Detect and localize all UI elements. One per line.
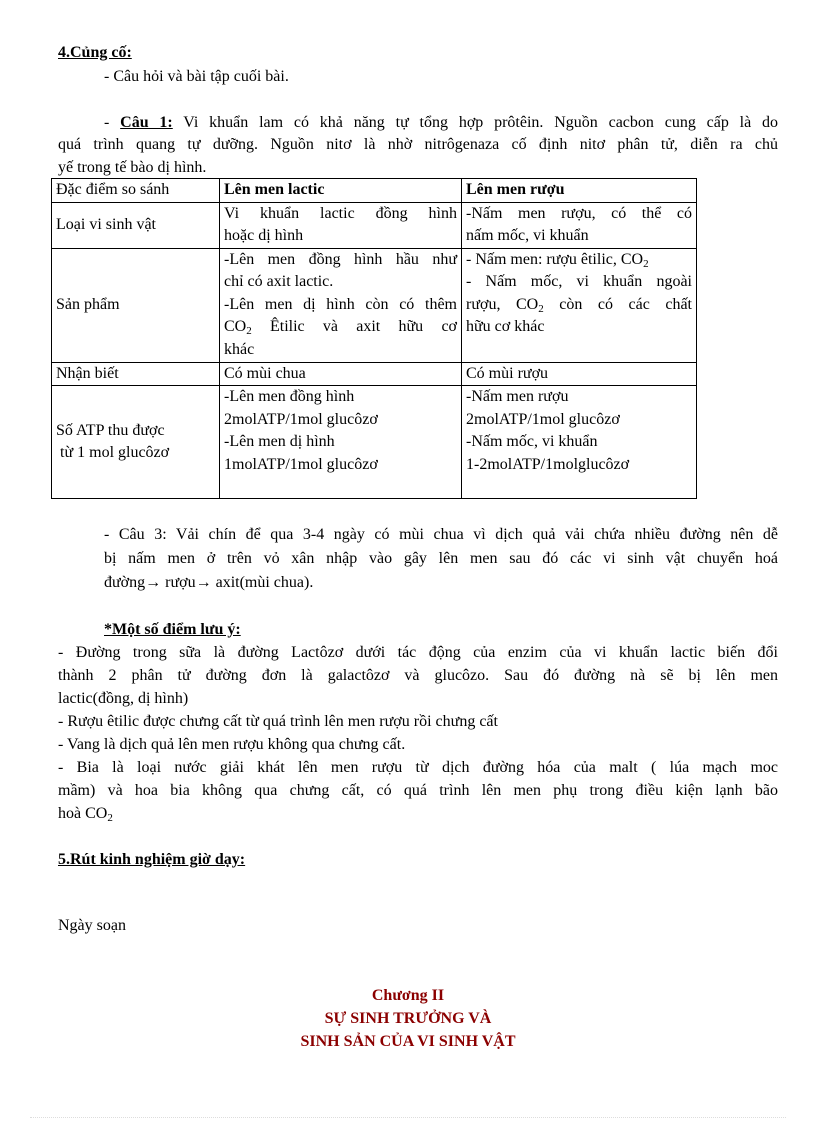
table-header-row [52,179,697,203]
table-cell: Vi khuẩn lactic đồng hình hoặc dị hình [220,202,462,248]
table-row [52,362,697,386]
table-cell: - Nấm men: rượu êtilic, $CO_2$ - Nấm mốc, vi khuẩn ngoài rượu, $CO_2$ còn có các chất hữu cơ khác [462,248,697,362]
section-4-item: - Câu hỏi và bài tập cuối bài. [104,68,289,85]
table-row [52,202,697,248]
chapter-title-2: SINH SẢN CỦA VI SINH VẬT [300,1033,516,1050]
notes-heading: *Một số điểm lưu ý: [104,621,241,638]
cau3-line-2: bị nấm men ở trên vỏ xân nhập vào gây lên men sau đó các vi sinh vật chuyển hoá [104,550,778,567]
table-cell: Số ATP thu được từ 1 mol glucôzơ [52,386,220,499]
section-4-heading: 4.Củng cố: [58,44,132,61]
chapter-title-1: SỰ SINH TRƯỞNG VÀ [324,1010,492,1027]
notes-line: thành 2 phân tử đường đơn là galactôzơ và glucôzo. Sau đó đường nà sẽ bị lên men [58,667,778,684]
notes-line: - Vang là dịch quả lên men rượu không qua chưng cất. [58,736,406,753]
section-5-heading: 5.Rút kinh nghiệm giờ dạy: [58,851,246,868]
table-cell: Nhận biết [52,362,220,386]
notes-line: - Rượu êtilic được chưng cất từ quá trình lên men rượu rồi chưng cất [58,713,498,730]
chapter-label: Chương II [371,987,445,1004]
cau1-label: Câu 1: [120,114,173,131]
table-header-cell: Lên men lactic [220,179,462,203]
date-label: Ngày soạn [58,917,126,934]
table-header-cell: Đặc điểm so sánh [52,179,220,203]
table-row [52,386,697,499]
table-cell: Sản phẩm [52,248,220,362]
table-cell: -Nấm men rượu 2molATP/1mol glucôzơ -Nấm mốc, vi khuẩn 1-2molATP/1molglucôzơ [462,386,697,499]
notes-line: hoà $CO_2$ [58,805,113,824]
cau1-line-2: quá trình quang tự dưỡng. Nguồn nitơ là nhờ nitrôgenaza cố định nitơ phân tử, diễn ra chủ [58,136,778,153]
table-cell: -Lên men đồng hình 2molATP/1mol glucôzơ -Lên men dị hình 1molATP/1mol glucôzơ [220,386,462,499]
table-cell: Có mùi chua [220,362,462,386]
table-cell: -Lên men đồng hình hầu như chỉ có axit lactic. -Lên men dị hình còn có thêm $CO_2$ Êtilic và axit hữu cơ khác [220,248,462,362]
cau3-line-1: - Câu 3: Vải chín để qua 3-4 ngày có mùi chua vì dịch quả vải chứa nhiều đường nên dễ [104,526,778,543]
notes-line: - Đường trong sữa là đường Lactôzơ dưới tác động của enzim của vi khuẩn lactic biến đổi [58,644,778,661]
page-bottom-divider [30,1117,786,1118]
table-cell: -Nấm men rượu, có thể có nấm mốc, vi khuẩn [462,202,697,248]
cau1-line-3: yế trong tế bào dị hình. [58,159,207,176]
cau3-line-3: đường→ rượu→ axit(mùi chua). [104,574,314,591]
table-cell: Có mùi rượu [462,362,697,386]
notes-line: - Bia là loại nước giải khát lên men rượu từ dịch đường hóa của malt ( lúa mạch moc [58,759,778,776]
comparison-table [51,178,697,499]
cau1-line: - Câu 1: Vi khuẩn lam có khả năng tự tổng hợp prôtêin. Nguồn cacbon cung cấp là do [104,114,779,131]
notes-line: lactic(đồng, dị hình) [58,690,189,707]
table-cell: Loại vi sinh vật [52,202,220,248]
table-row [52,248,697,362]
notes-line: mầm) và hoa bia không qua chưng cất, có quá trình lên men phụ trong điều kiện lạnh bão [58,782,778,799]
table-header-cell: Lên men rượu [462,179,697,203]
